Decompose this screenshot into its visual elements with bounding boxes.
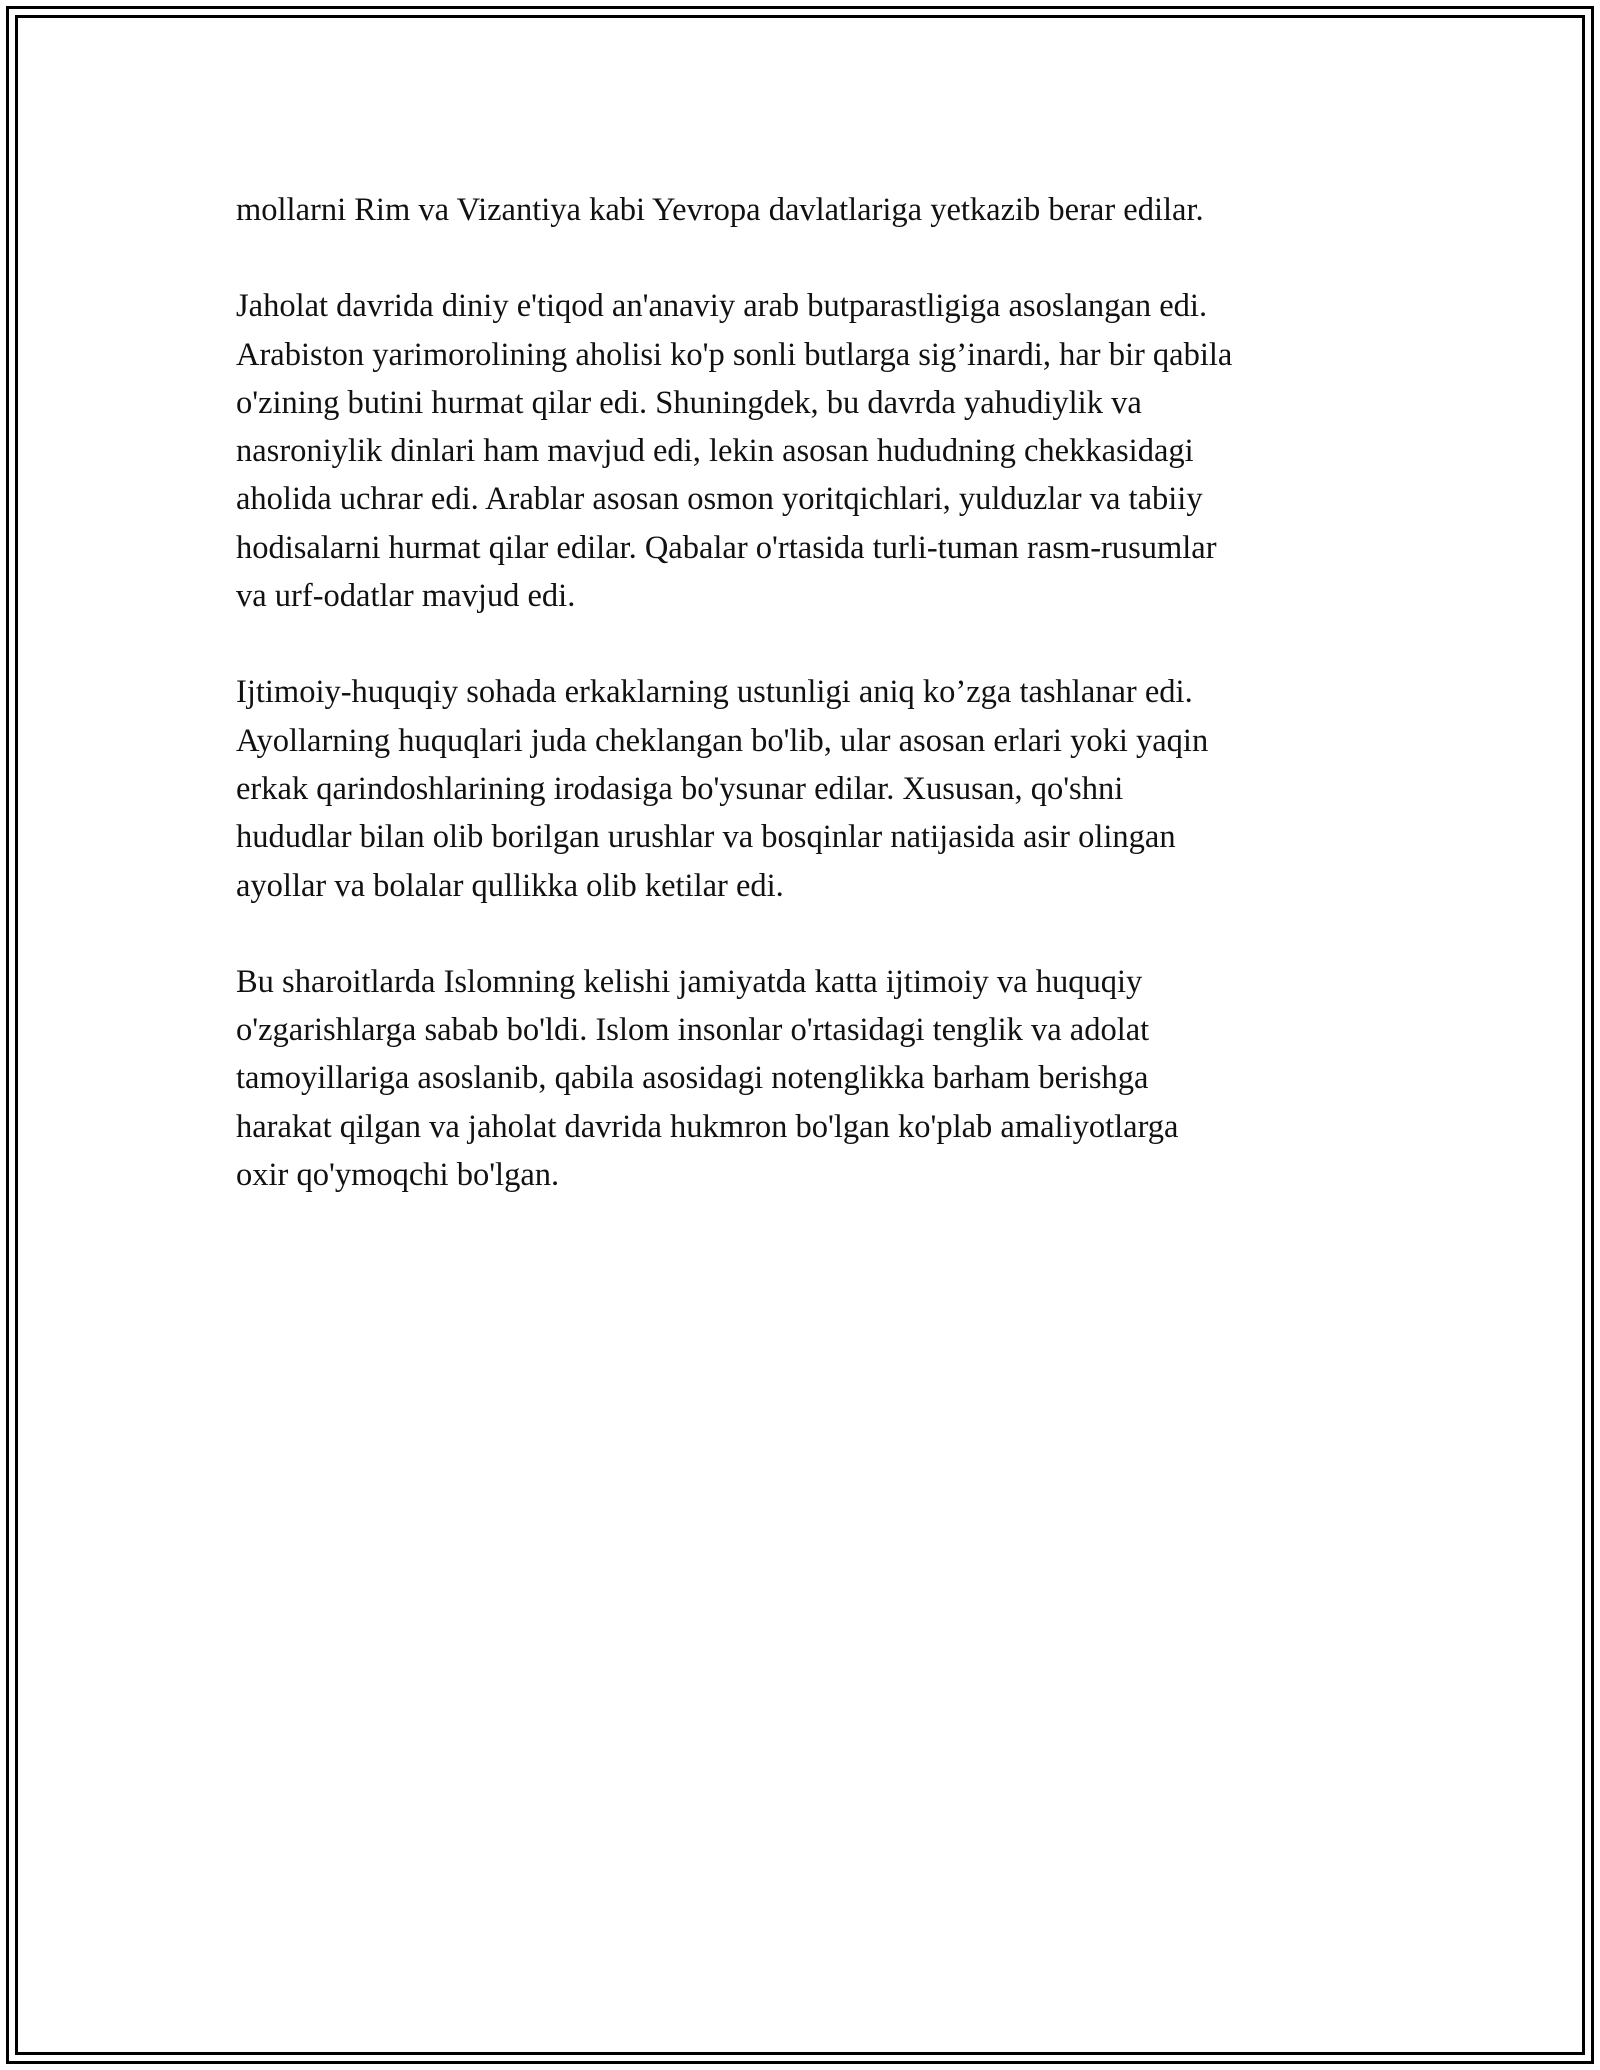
paragraph-4: Bu sharoitlarda Islomning kelishi jamiyatda katta ijtimoiy va huquqiy o'zgarishlarga sabab bo'ldi. Islom insonlar o'rtasidagi tenglik va adolat tamoyillariga asoslanib, qabila asosidagi notenglikka barham berishga harakat qilgan va jaholat davrida hukmron bo'lgan ko'plab amaliyotlarga oxir qo'ymoqchi bo'lgan. [236, 963, 1179, 1194]
document-body [236, 186, 1366, 1247]
paragraph-3: Ijtimoiy-huquqiy sohada erkaklarning ustunligi aniq ko’zga tashlanar edi. Ayollarning huquqlari juda cheklangan bo'lib, ular asosan erlari yoki yaqin erkak qarindoshlarining irodasiga bo'ysunar edilar. Xususan, qo'shni hududlar bilan olib borilgan urushlar va bosqinlar natijasida asir olingan ayollar va bolalar qullikka olib ketilar edi. [236, 674, 1209, 904]
paragraph-1: mollarni Rim va Vizantiya kabi Yevropa davlatlariga yetkazib berar edilar. [236, 192, 1204, 228]
paragraph-2: Jaholat davrida diniy e'tiqod an'anaviy arab butparastligiga asoslangan edi. Arabiston yarimorolining aholisi ko'p sonli butlarga sig’inardi, har bir qabila o'zining butini hurmat qilar edi. Shuningdek, bu davrda yahudiylik va nasroniylik dinlari ham mavjud edi, lekin asosan hududning chekkasidagi aholida uchrar edi. Arablar asosan osmon yoritqichlari, yulduzlar va tabiiy hodisalarni hurmat qilar edilar. Qabalar o'rtasida turli-tuman rasm-rusumlar va urf-odatlar mavjud edi. [236, 288, 1233, 615]
